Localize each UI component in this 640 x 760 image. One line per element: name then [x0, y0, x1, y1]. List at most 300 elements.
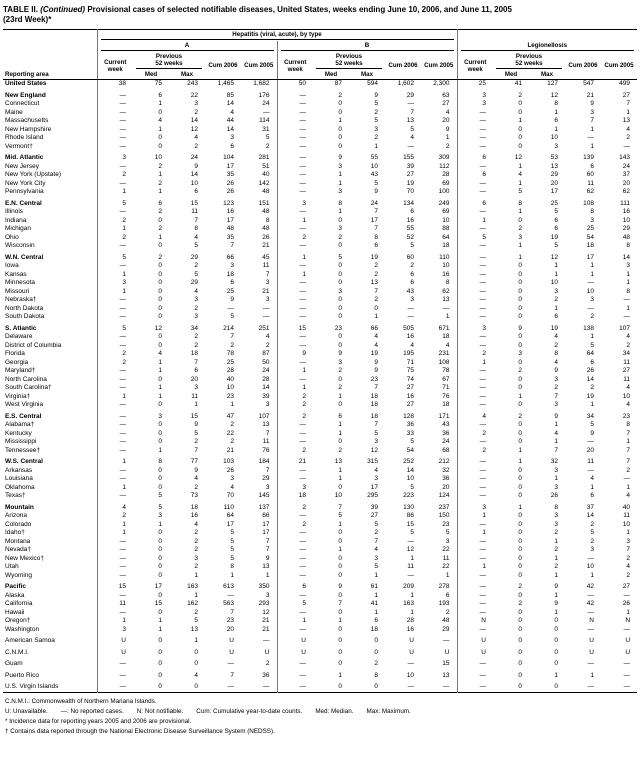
cell-value: 1	[554, 537, 558, 545]
cell-value: 14	[622, 253, 631, 261]
table-row	[3, 251, 637, 263]
cell-value: 36	[442, 475, 450, 483]
cell-value: 2	[338, 91, 342, 99]
cell-value: 29	[622, 225, 631, 233]
cell-reporting-area: Virginia†	[5, 392, 31, 400]
legend-item: U: Unavailable.	[5, 708, 48, 716]
cell-value: 26	[226, 466, 234, 474]
cell-value: 7	[230, 608, 234, 616]
cell-value: 10	[190, 179, 198, 187]
cell-value: 20	[190, 375, 198, 383]
cell-reporting-area: Connecticut	[5, 100, 40, 108]
cell-value: 6	[410, 279, 414, 287]
cell-value: 7	[194, 216, 198, 224]
cell-value: —	[119, 375, 126, 383]
cell-value: 499	[619, 80, 631, 88]
cell-value: 73	[190, 492, 198, 500]
cell-value: 1	[445, 134, 450, 142]
cell-value: 0	[518, 134, 522, 142]
cell-value: 8	[590, 208, 594, 216]
cell-value: 9	[338, 154, 342, 162]
cell-value: 6	[194, 367, 198, 375]
cell-value: 8	[554, 503, 558, 511]
cell-value: 1	[554, 421, 558, 429]
cell-value: 69	[442, 179, 450, 187]
cell-value: 5	[230, 529, 234, 537]
cell-value: —	[443, 304, 450, 312]
cell-value: 1	[626, 529, 631, 537]
cell-reporting-area: Mississippi	[5, 438, 37, 446]
cell-value: 2	[374, 660, 378, 668]
cell-value: 5	[122, 253, 126, 261]
cell-value: 1	[122, 458, 126, 466]
cell-value: 6	[590, 492, 594, 500]
legionellosis-group-header: Legionellosis	[457, 29, 637, 52]
cell-value: 1	[338, 520, 342, 528]
cell-value: 1	[590, 262, 594, 270]
cell-value: 24	[442, 438, 450, 446]
cell-value: 2	[302, 446, 306, 454]
cell-value: 2	[590, 537, 594, 545]
cell-value: —	[479, 333, 486, 341]
cell-value: 151	[258, 199, 270, 207]
cell-value: 16	[406, 333, 414, 341]
cell-value: 1	[626, 270, 631, 278]
cell-value: 7	[194, 358, 198, 366]
cell-value: 1	[626, 108, 631, 116]
cell-value: 2	[194, 608, 198, 616]
cell-value: 2	[122, 512, 126, 520]
cell-value: 14	[226, 125, 234, 133]
cell-value: 16	[442, 270, 450, 278]
cell-value: 19	[550, 324, 558, 332]
cell-value: 22	[190, 91, 198, 99]
table-row	[3, 279, 637, 288]
cell-value: 3	[554, 375, 558, 383]
cell-value: —	[587, 608, 594, 616]
cell-value: 0	[518, 537, 522, 545]
cell-value: 108	[583, 199, 594, 207]
cell-value: —	[479, 466, 486, 474]
cell-value: —	[299, 262, 306, 270]
cell-value: 0	[338, 591, 342, 599]
cell-value: 5	[194, 429, 198, 437]
cell-value: 0	[518, 671, 522, 679]
cell-value: 1	[554, 671, 558, 679]
cell-value: 20	[442, 117, 450, 125]
cell-value: 5	[410, 483, 414, 491]
cell-value: —	[407, 313, 414, 321]
cell-value: 29	[442, 625, 450, 633]
cell-value: 42	[586, 583, 594, 591]
cell-value: 6	[482, 171, 486, 179]
table-row	[3, 680, 637, 692]
cell-value: 7	[374, 225, 378, 233]
cell-value: 76	[442, 392, 450, 400]
cell-value: 7	[626, 458, 631, 466]
table-week-label: (23rd Week)*	[3, 15, 52, 25]
cell-reporting-area: Texas†	[5, 492, 26, 500]
cell-value: 48	[262, 225, 270, 233]
cell-value: 0	[158, 546, 162, 554]
cell-value: 142	[258, 179, 270, 187]
cell-value: 9	[445, 125, 450, 133]
cell-value: 11	[262, 262, 270, 270]
cell-value: 48	[262, 208, 270, 216]
cell-value: 0	[338, 401, 342, 409]
cell-value: 0	[338, 108, 342, 116]
cell-value: 1	[122, 520, 126, 528]
cell-reporting-area: New Hampshire	[5, 125, 52, 133]
cell-value: 12	[550, 91, 558, 99]
cell-value: 0	[158, 683, 162, 691]
cell-reporting-area: New Jersey	[5, 162, 39, 170]
cell-value: 2	[338, 233, 342, 241]
cell-value: —	[479, 108, 486, 116]
table-row	[3, 313, 637, 322]
cell-value: —	[479, 253, 486, 261]
cell-value: 0	[158, 270, 162, 278]
cell-value: —	[119, 466, 126, 474]
cell-value: 15	[190, 412, 198, 420]
cell-value: 0	[518, 341, 522, 349]
cell-value: 1	[518, 208, 522, 216]
cell-value: 2	[265, 142, 270, 150]
cell-value: 124	[438, 492, 450, 500]
cell-value: 1	[374, 608, 378, 616]
cell-value: 1	[302, 270, 306, 278]
cell-value: 2	[338, 367, 342, 375]
cell-value: 5	[230, 313, 234, 321]
cell-value: 7	[410, 108, 414, 116]
cell-value: 2	[122, 171, 126, 179]
cell-value: —	[299, 546, 306, 554]
cell-value: 3	[554, 512, 558, 520]
cell-value: —	[299, 134, 306, 142]
table-row	[3, 225, 637, 234]
cell-value: 0	[518, 475, 522, 483]
cell-reporting-area: Pennsylvania	[5, 188, 44, 196]
cell-value: 2	[374, 296, 378, 304]
cell-value: 2	[554, 296, 558, 304]
cell-value: 55	[370, 154, 378, 162]
cell-value: 0	[518, 683, 522, 691]
cell-value: 2	[194, 438, 198, 446]
cell-value: 0	[518, 287, 522, 295]
cell-value: U	[229, 648, 234, 656]
cell-value: 1	[554, 270, 558, 278]
cell-value: —	[299, 313, 306, 321]
cell-value: 12	[406, 546, 414, 554]
cell-value: —	[119, 429, 126, 437]
cell-value: 26	[622, 600, 631, 608]
col-max-b: Max	[349, 70, 385, 80]
cell-value: 9	[518, 324, 522, 332]
cell-value: 10	[622, 520, 631, 528]
cell-value: 32	[442, 466, 450, 474]
cell-value: —	[479, 483, 486, 491]
cell-value: 0	[158, 554, 162, 562]
cell-value: 20	[550, 179, 558, 187]
cell-value: 33	[406, 429, 414, 437]
cell-value: —	[479, 392, 486, 400]
cell-value: —	[479, 583, 486, 591]
cell-value: 223	[403, 492, 414, 500]
cell-value: 5	[374, 100, 378, 108]
col-med-a: Med	[133, 70, 169, 80]
cell-reporting-area: E.N. Central	[5, 199, 42, 207]
cell-value: —	[587, 591, 594, 599]
table-row	[3, 109, 637, 118]
cell-value: 1	[590, 671, 594, 679]
cell-value: —	[119, 208, 126, 216]
cell-value: —	[299, 296, 306, 304]
cell-value: 1	[590, 125, 594, 133]
cell-value: 0	[158, 563, 162, 571]
table-row	[3, 393, 637, 402]
cell-value: —	[479, 554, 486, 562]
cell-value: 22	[226, 429, 234, 437]
cell-value: —	[299, 429, 306, 437]
cell-value: 2	[374, 262, 378, 270]
cell-value: —	[623, 671, 631, 679]
cell-value: 0	[554, 648, 558, 656]
cell-value: —	[623, 296, 631, 304]
cell-value: 7	[374, 384, 378, 392]
cell-value: 5	[374, 117, 378, 125]
cell-value: 7	[265, 270, 270, 278]
cell-value: 1	[626, 608, 631, 616]
cell-value: 11	[587, 458, 594, 466]
cell-value: —	[119, 492, 126, 500]
cell-value: 0	[158, 341, 162, 349]
cell-value: 0	[518, 401, 522, 409]
cell-value: 55	[406, 225, 414, 233]
cell-value: 0	[518, 617, 522, 625]
cell-value: 60	[406, 253, 414, 261]
cell-value: 9	[374, 188, 378, 196]
cell-value: 1	[302, 384, 306, 392]
cell-value: 17	[262, 529, 270, 537]
cell-value: 9	[338, 350, 342, 358]
cell-value: 15	[154, 600, 162, 608]
cell-value: —	[587, 134, 594, 142]
cell-value: 10	[442, 216, 450, 224]
cell-value: 17	[226, 216, 234, 224]
table-row	[3, 296, 637, 305]
cell-value: 4	[482, 412, 486, 420]
cell-value: 11	[191, 208, 198, 216]
cell-value: —	[479, 313, 486, 321]
cell-value: 1	[445, 571, 450, 579]
cell-value: —	[119, 384, 126, 392]
cell-value: 8	[626, 287, 631, 295]
cell-value: 12	[154, 324, 162, 332]
cell-value: —	[299, 91, 306, 99]
cell-value: 0	[554, 660, 558, 668]
cell-value: 2	[518, 412, 522, 420]
cell-value: —	[587, 466, 594, 474]
cell-value: 2	[374, 270, 378, 278]
cell-value: 10	[586, 563, 594, 571]
cell-value: 40	[262, 171, 270, 179]
cell-value: 29	[190, 279, 198, 287]
cell-value: 1	[482, 563, 486, 571]
cell-value: 17	[370, 483, 378, 491]
cell-value: 0	[518, 421, 522, 429]
cell-value: 6	[482, 154, 486, 162]
cell-value: 0	[554, 637, 558, 645]
cell-value: 2	[590, 313, 594, 321]
cell-value: 41	[514, 80, 522, 88]
cell-value: 1	[410, 608, 414, 616]
cell-value: 0	[338, 125, 342, 133]
cell-value: —	[479, 492, 486, 500]
cell-value: 2	[230, 421, 234, 429]
cell-value: 127	[547, 80, 558, 88]
cell-value: 139	[583, 154, 594, 162]
cell-value: 1	[518, 458, 522, 466]
cell-value: 0	[338, 333, 342, 341]
cell-value: U	[264, 648, 270, 656]
cell-value: 11	[407, 563, 414, 571]
cell-value: 0	[338, 608, 342, 616]
table-row	[3, 617, 637, 626]
cell-reporting-area: American Samoa	[5, 637, 55, 645]
cell-value: 4	[518, 171, 522, 179]
cell-value: 1	[122, 287, 126, 295]
cell-value: 2	[158, 179, 162, 187]
cell-value: 4	[194, 287, 198, 295]
col-current-week-a: Current week	[97, 52, 133, 80]
cell-value: U	[481, 648, 486, 656]
cell-value: 2	[194, 304, 198, 312]
cell-reporting-area: Tennessee†	[5, 446, 41, 454]
cell-value: 108	[438, 358, 450, 366]
cell-value: 1	[518, 446, 522, 454]
cell-value: 2	[482, 350, 486, 358]
cell-value: 21	[262, 625, 270, 633]
cell-value: 1	[158, 188, 162, 196]
cell-value: —	[479, 287, 486, 295]
cell-value: 1	[554, 475, 558, 483]
cell-value: —	[119, 142, 126, 150]
table-row	[3, 501, 637, 513]
cell-value: 4	[590, 475, 594, 483]
cell-value: 7	[554, 446, 558, 454]
cell-value: 2	[158, 225, 162, 233]
notifiable-diseases-table	[3, 29, 637, 693]
cell-reporting-area: Arizona	[5, 512, 28, 520]
cell-reporting-area: Kansas	[5, 270, 27, 278]
cell-value: 24	[262, 367, 270, 375]
cell-value: 1	[158, 446, 162, 454]
cell-value: 5	[158, 492, 162, 500]
cell-value: 67	[442, 375, 450, 383]
cell-value: 2	[626, 466, 631, 474]
cell-value: 6	[374, 242, 378, 250]
cell-value: 5	[122, 199, 126, 207]
cell-value: 5	[338, 512, 342, 520]
cell-value: 1	[554, 608, 558, 616]
cell-value: 1	[374, 591, 378, 599]
cell-value: 1	[590, 270, 594, 278]
cell-value: 2	[445, 608, 450, 616]
cell-value: 18	[226, 270, 234, 278]
cell-value: 13	[442, 671, 450, 679]
cell-value: 17	[226, 520, 234, 528]
cell-value: 1	[518, 117, 522, 125]
cell-reporting-area: Illinois	[5, 208, 24, 216]
cell-value: 4	[445, 341, 450, 349]
cell-value: 8	[374, 233, 378, 241]
cell-value: 21	[226, 446, 234, 454]
cell-value: 88	[442, 225, 450, 233]
cell-value: 0	[338, 341, 342, 349]
cell-value: —	[479, 375, 486, 383]
cell-value: 4	[410, 341, 414, 349]
cell-value: 11	[262, 438, 270, 446]
cell-value: 9	[374, 91, 378, 99]
cell-value: —	[119, 341, 126, 349]
cell-value: 50	[298, 80, 306, 88]
cell-value: —	[479, 608, 486, 616]
cell-value: —	[479, 546, 486, 554]
table-row	[3, 376, 637, 385]
table-row	[3, 126, 637, 135]
cell-value: 3	[122, 154, 126, 162]
cell-value: —	[479, 225, 486, 233]
cell-value: —	[119, 660, 126, 668]
cell-value: 2	[194, 483, 198, 491]
cell-value: 0	[158, 304, 162, 312]
cell-value: 8	[338, 199, 342, 207]
cell-value: 4	[626, 384, 631, 392]
table-row	[3, 208, 637, 217]
cell-value: 7	[374, 287, 378, 295]
cell-value: 3	[482, 91, 486, 99]
cell-value: 16	[406, 392, 414, 400]
cell-value: 18	[190, 503, 198, 511]
cell-value: 2	[302, 392, 306, 400]
cell-value: 1	[482, 358, 486, 366]
cell-value: 5	[302, 600, 306, 608]
cell-value: —	[119, 446, 126, 454]
cell-value: 4	[374, 466, 378, 474]
cell-value: 5	[374, 429, 378, 437]
cell-value: 13	[190, 625, 198, 633]
cell-value: 9	[194, 466, 198, 474]
col-previous-52-weeks-a: Previous 52 weeks	[133, 52, 205, 70]
cell-value: 14	[262, 384, 270, 392]
cell-value: 1	[554, 438, 558, 446]
cell-value: 3	[122, 625, 126, 633]
cell-value: 54	[586, 233, 594, 241]
cell-value: 350	[258, 583, 270, 591]
cell-value: 6	[338, 412, 342, 420]
cell-value: 70	[226, 492, 234, 500]
cell-value: —	[119, 367, 126, 375]
col-cum-2006-leg: Cum 2006	[565, 52, 601, 80]
cell-value: 1	[590, 142, 594, 150]
cell-value: 0	[518, 660, 522, 668]
legend-item: N: Not notifiable.	[136, 708, 184, 716]
cell-value: —	[623, 591, 631, 599]
cell-value: 0	[158, 466, 162, 474]
cell-value: 0	[338, 375, 342, 383]
cell-value: —	[407, 571, 414, 579]
cell-reporting-area: Vermont†	[5, 142, 33, 150]
